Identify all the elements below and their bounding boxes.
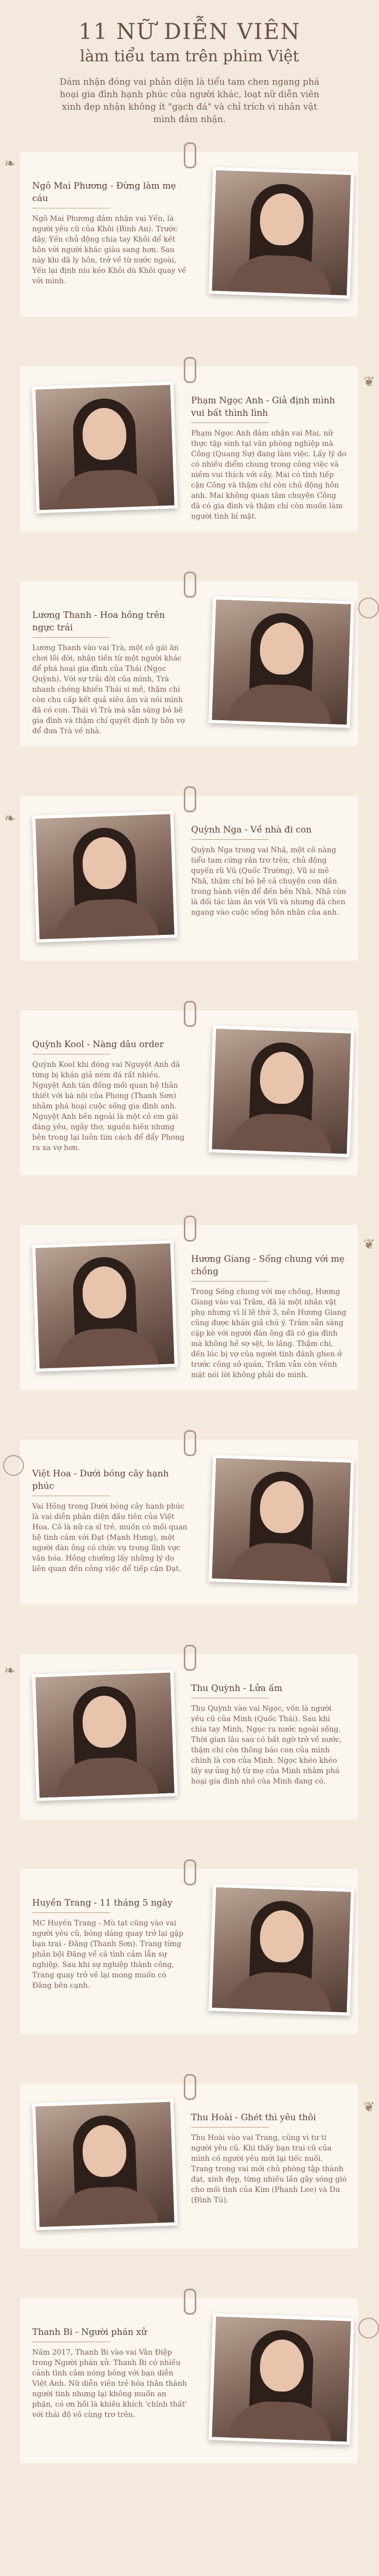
actress-card [20,796,358,961]
actress-description: Quỳnh Nga trong vai Nhã, một cô nàng tiểu tam cứng rắn trơ trẽn, chủ động quyến rũ Vũ (Quốc Trường). Vũ si mê Nhã, thậm chí bỏ bê cả chuyện con dần trong hành viện để đến bên Nhã. Nhã còn là đối tác làm ăn với Vũ và nhưng đã chen ngang vào cuộc sống hôn nhân của anh. [191,846,346,917]
actress-description: Thu Hoài vào vai Trang, cũng vì tư ti người yêu cũ. Khi thấy bạn trai cũ của mình có người yêu mới lại tiếc nuối. Trang trong vai mới chủ phòng tập thành đạt, xinh đẹp, từng nhiều lần gây sóng gió cho mối tình của Kim (Phanh Lee) và Du (Đình Tú). [191,2134,347,2204]
shoulders-shape [227,1541,332,1586]
actress-name: Quỳnh Kool - Nàng dâu order [32,1038,188,1054]
actress-description: Trong Sống chung với mẹ chồng, Hương Giang vào vai Trâm, đã là một nhân vật phụ nhưng vì lí lẽ thứ 3, nên Hương Giang cũng được khán giả chú ý. Trâm sẵn sàng cặp kè với người đàn ông đã có gia đình mà không hề sợ sệt, lo lắng. Thậm chí, đến lúc bị vợ của người tình đánh ghen ở trước công sở quán, Trâm vẫn còn vênh mặt nói lời không phải do mình. [191,1288,347,1379]
shoulders-shape [227,683,332,728]
actress-name: Huyền Trang - 11 tháng 5 ngày [32,1897,188,1913]
actress-card [20,152,358,317]
actress-name: Thu Hoài - Ghét thì yêu thôi [191,2111,347,2128]
actress-photo [209,167,354,298]
actress-description: Ngô Mai Phương đảm nhận vai Yến, là người yêu cũ của Khôi (Bình An). Trước đây, Yến chủ động chia tay Khôi để kết hôn với người khác giàu sang hơn. Sau này khi đã ly hôn, trở về từ nước ngoài, Yến lại định níu kéo Khôi dù Khôi quay về với mình. [32,215,186,285]
paperclip-icon [184,2074,196,2100]
card-text [32,1038,188,1153]
shoulders-shape [227,1971,332,2015]
circle-doodle-icon [358,2318,379,2339]
shoulders-shape [227,2400,332,2445]
actress-card [20,366,358,532]
shoulders-shape [54,1327,159,1371]
actress-name: Phạm Ngọc Anh - Giả định mình vui bất thình lình [191,394,347,423]
actress-card [20,581,358,746]
card-text [191,2111,347,2205]
card-text [191,1682,347,1787]
actress-card [20,2298,358,2463]
actress-description: Năm 2017, Thanh Bi vào vai Vân Điệp trong Người phán xử. Thanh Bi có nhiều cảnh tình cảm nóng bỏng với bạn diễn Việt Anh. Nữ diễn viên trẻ hóa thân thành người tình nhưng lại không muốn an phận, có ơn hồi là khiêu khích 'chính thất' với thái độ vô cùng trơ trẽn. [32,2348,187,2419]
card-text [32,609,188,736]
paperclip-icon [184,1645,196,1671]
paperclip-icon [184,1216,196,1241]
paperclip-icon [184,1001,196,1027]
shoulders-shape [54,2185,159,2230]
actress-photo [32,1240,178,1371]
card-text [191,824,347,918]
page-subtitle: làm tiểu tam trên phim Việt [79,47,299,65]
paperclip-icon [184,357,196,383]
shoulders-shape [54,468,159,513]
actress-description: Lương Thanh vào vai Trà, một cô gái ăn chơi lõi đời, nhận tiền từ một người khác để phá hoại gia đình của Thái (Ngọc Quỳnh). Với sự trải đời của mình, Trà nhanh chóng khiến Thái si mê, thậm chí còn chu cấp kết quả siêu âm và nói mình đã có con. Thái vì Trà mà sẵn sàng bỏ bê gia đình và thậm chí quyết định ly hôn vợ để đưa Trà về nhà. [32,644,185,735]
actress-photo [209,596,354,728]
header [0,0,379,126]
paperclip-icon [184,2289,196,2315]
shoulders-shape [227,1112,332,1157]
circle-doodle-icon [358,598,379,618]
actress-photo [32,1669,178,1801]
actress-description: Quỳnh Kool khi đóng vai Nguyệt Anh đã từng bị khán giả ném đá rất nhiều. Nguyệt Anh tán đồng mối quan hệ thân thiết với bà nội của Phong (Thanh Sơn) nhằm phá hoại cuộc sống gia đình anh. Nguyệt Anh bên ngoài là một cô em gái đáng yêu, ngây thơ, nguồn hiền nhưng bên trong lại luôn tìm cách để đẩy Phong ra xa vợ hơn. [32,1061,185,1152]
leaf-icon: ❦ [363,1237,375,1252]
actress-card [20,1869,358,2034]
actress-description: Thu Quỳnh vào vai Ngọc, vốn là người yêu cũ của Minh (Quốc Thái). Sau khi chia tay Minh, Ngọc ra nước ngoài sống. Thời gian lâu sau có bất ngờ trở về nước, thậm chí còn thông báo con của mình chính là con của Minh. Ngọc khéo khéo lấy sự ủng hộ từ mẹ của Minh nhằm phá hoại gia đình nhỏ của Minh đang có. [191,1705,342,1786]
actress-card [20,2083,358,2249]
shoulders-shape [54,897,159,942]
actress-card [20,1439,358,1605]
card-text [32,2326,188,2420]
actress-description: Phạm Ngọc Anh đảm nhận vai Mai, nữ thực tập sinh tại văn phòng nghiệp mà Công (Quang Sự) đang làm việc. Lấy lý do có nhiều điểm chung trong công việc và niềm vui thích với cây, Mai có tình tiếp cận Công và thậm chí còn chủ động hôn anh. Mai không quan tâm chuyện Công đã có gia đình và thậm chí còn muốn làm người tình bí mật. [191,429,346,521]
card-text [32,1897,188,1991]
actress-name: Việt Hoa - Dưới bóng cây hạnh phúc [32,1468,188,1496]
circle-doodle-icon [3,1455,24,1476]
paperclip-icon [184,786,196,812]
leaf-icon: ❧ [4,156,16,171]
actress-name: Ngô Mai Phương - Đừng làm mẹ cáu [32,180,188,208]
leaf-icon: ❦ [363,374,375,390]
actress-photo [209,1025,354,1157]
leaf-icon: ❦ [363,2099,375,2115]
card-text [191,394,347,522]
actress-description: Vai Hồng trong Dưới bóng cây hạnh phúc là vai diễn phản diện đầu tiên của Việt Hoa. Cô là nữ ca sĩ trẻ, muốn có mối quan hệ tình cảm với Đạt (Mạnh Hưng), một người đàn ông có chức vụ trong lĩnh vực văn hóa. Hồng chưởng lấy những lý do liên quan đến công việc để tiếp cận Đạt. [32,1502,187,1573]
paperclip-icon [184,572,196,598]
intro-text: Dám nhận đóng vai phản diện là tiểu tam chen ngang phá hoại gia đình hạnh phúc của người khác, loạt nữ diễn viên xinh đẹp nhận không ít "gạch đá" và chỉ trích vì nhân vật mình đảm nhận. [59,77,320,125]
actress-photo [209,1884,354,2015]
leaf-icon: ❧ [4,1663,16,1679]
actress-photo [32,811,178,942]
page-title: 11 NỮ DIỄN VIÊN [78,19,301,44]
actress-description: MC Huyền Trang - Mù tạt cũng vào vai người yêu cũ, bóng dáng quay trở lại gặp bạn trai - Đăng (Thanh Sơn). Trang từng phản bội Đăng về cả tình cảm lẫn sự nghiệp. Sau khi sự nghiệp thành công, Trang quay trở về lại mong muốn có Đăng bên cạnh. [32,1919,184,1990]
actress-photo [32,381,178,513]
actress-name: Thu Quỳnh - Lửa ấm [191,1682,347,1698]
leaf-icon: ❧ [4,811,16,826]
actress-name: Quỳnh Nga - Về nhà đi con [191,824,347,840]
actress-card [20,1225,358,1390]
shoulders-shape [54,1756,159,1801]
actress-name: Thanh Bi - Người phán xử [32,2326,188,2342]
paperclip-icon [184,1859,196,1885]
card-text [32,180,188,286]
actress-card [20,1654,358,1819]
actress-photo [32,2098,178,2230]
actress-name: Lương Thanh - Hoa hồng trên ngực trái [32,609,188,638]
actress-photo [209,1455,354,1586]
card-text [32,1468,188,1574]
actress-card [20,1010,358,1175]
paperclip-icon [184,1430,196,1456]
card-text [191,1253,347,1380]
paperclip-icon [184,142,196,168]
actress-photo [209,2313,354,2445]
shoulders-shape [227,254,332,298]
actress-name: Hương Giang - Sống chung với mẹ chồng [191,1253,347,1282]
